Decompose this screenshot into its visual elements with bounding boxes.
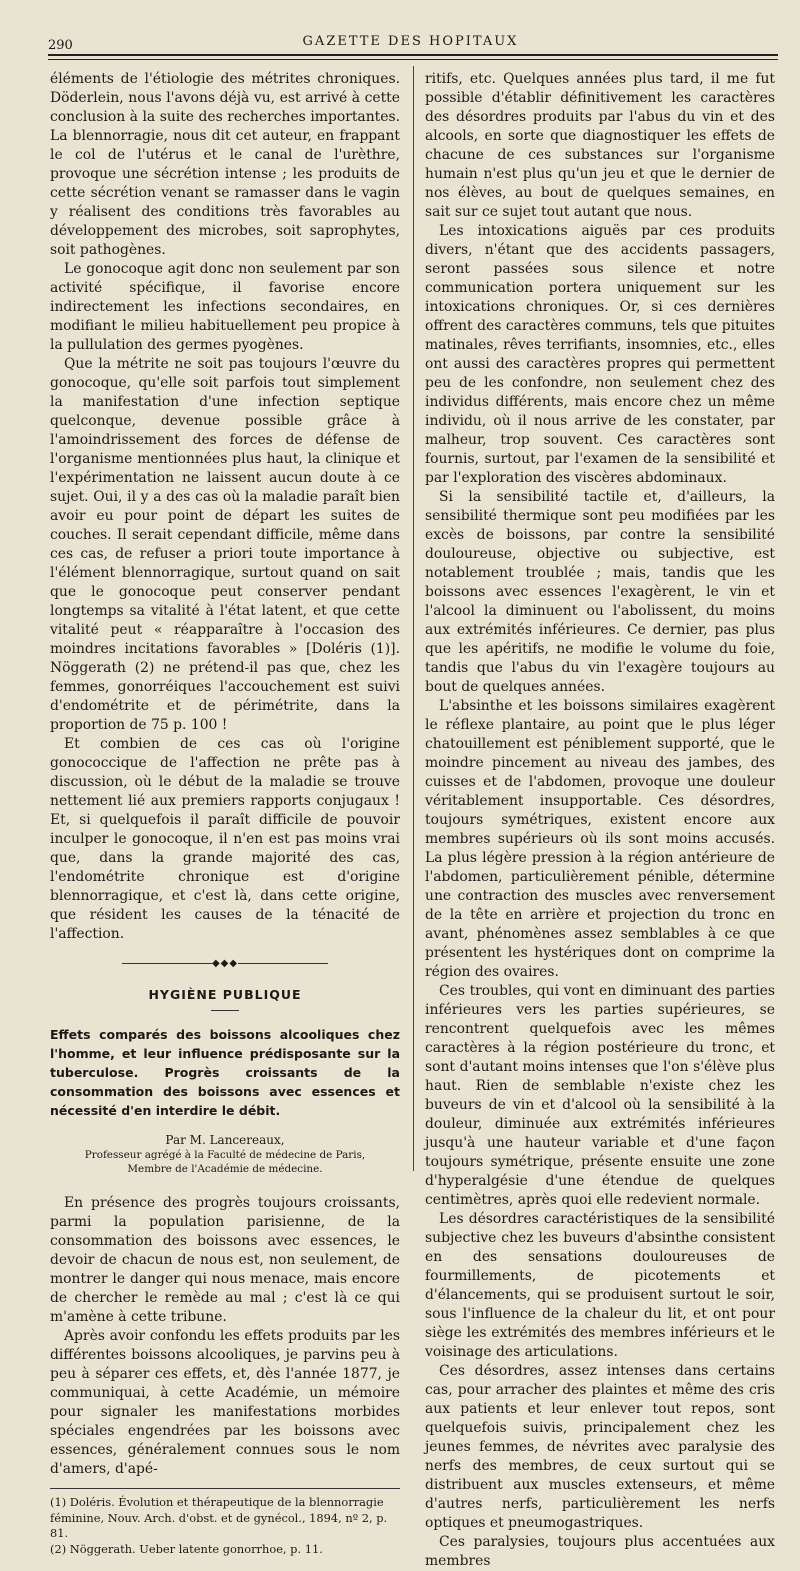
- journal-title: GAZETTE DES HOPITAUX: [302, 34, 519, 49]
- article-title: Effets comparés des boissons alcooliques chez l'homme, et leur influence prédisposante sur la tuberculose. Progrès croissants de la consommation des boissons avec essences et nécessité d'en interdire le débit.: [50, 1027, 400, 1118]
- section-divider: [211, 1010, 239, 1011]
- author-affiliation: [50, 1148, 400, 1176]
- paragraph: Ces désordres, assez intenses dans certains cas, pour arracher des plaintes et même des cris aux patients et leur enlever tout repos, sont quelquefois suivis, principalement chez les jeunes femmes, de névrites avec paralysie des nerfs des membres, de ceux surtout qui se distribuent aux muscles extenseurs, et même d'autres nerfs, particulièrement les nerfs optiques et pneumogastriques.: [425, 1363, 775, 1531]
- paragraph: Ces troubles, qui vont en diminuant des parties inférieures vers les parties supérieures, se rencontrent quelquefois avec les mêmes caractères à la région postérieure du tronc, et sont d'autant moins intenses que l'on s'élève plus haut. Rien de semblable n'existe chez les buveurs de vin et d'alcool où la sensibilité à la douleur, diminuée aux extrémités inférieures jusqu'à une hauteur variable et d'une façon toujours symétrique, présente ensuite une zone d'hyperalgésie d'une étendue de quelques centimètres, après quoi elle redevient normale.: [425, 983, 775, 1208]
- section-ornament: ◆◆◆: [50, 954, 400, 973]
- article-author: Par M. Lancereaux,: [165, 1133, 285, 1147]
- column-divider: [413, 66, 414, 1171]
- paragraph: Les intoxications aiguës par ces produits divers, n'étant que des accidents passagers, seront passées sous silence et notre communication portera uniquement sur les intoxications chroniques. Or, si ces dernières offrent des caractères communs, tels que pituites matinales, rêves terrifiants, insomnies, etc., elles ont aussi des caractères propres qui permettent peu de les confondre, non seulement chez des individus différents, mais encore chez un même individu, où il nous arrive de les constater, par malheur, trop souvent. Ces caractères sont fournis, surtout, par l'examen de la sensibilité et par l'exploration des viscères abdominaux.: [425, 223, 775, 486]
- footnote: (2) Nöggerath. Ueber latente gonorrhoe, p. 11.: [50, 1541, 323, 1556]
- paragraph: Et combien de ces cas où l'origine gonococcique de l'affection ne prête pas à discussion, où le début de la maladie se trouve nettement lié aux premiers rapports conjugaux ! Et, si quelquefois il paraît difficile de pouvoir inculper le gonocoque, il n'en est pas moins vrai que, dans la grande majorité des cas, l'endométrite chronique est d'origine blennorragique, et c'est là, dans cette origine, que résident les causes de la ténacité de l'affection.: [50, 736, 400, 942]
- affiliation-line: Membre de l'Académie de médecine.: [127, 1163, 323, 1175]
- paragraph: Le gonocoque agit donc non seulement par son activité spécifique, il favorise encore indirectement les infections secondaires, en modifiant le milieu habituellement peu propice à la pullulation des germes pyogènes.: [50, 261, 400, 353]
- page-header: [48, 30, 773, 52]
- header-rule-thick: [48, 54, 778, 56]
- section-title: HYGIÈNE PUBLIQUE: [148, 987, 302, 1002]
- affiliation-line: Professeur agrégé à la Faculté de médecine de Paris,: [84, 1149, 366, 1161]
- paragraph: ritifs, etc. Quelques années plus tard, il me fut possible d'établir définitivement les caractères des désordres produits par l'abus du vin et des alcools, en sorte que diagnostiquer les effets de chacune de ces substances sur l'organisme humain n'est plus qu'un jeu et que le dernier de nos élèves, au bout de quelques semaines, en sait sur ce sujet tout autant que nous.: [425, 71, 775, 220]
- paragraph: Après avoir confondu les effets produits par les différentes boissons alcooliques, je parvins peu à peu à séparer ces effets, et, dès l'année 1877, je communiquai, à cette Académie, un mémoire pour signaler les manifestations morbides spéciales engendrées par les boissons avec essences, généralement connues sous le nom d'amers, d'apé-: [50, 1328, 400, 1477]
- paragraph: Si la sensibilité tactile et, d'ailleurs, la sensibilité thermique sont peu modifiées par les excès de boissons, par contre la sensibilité douloureuse, objective ou subjective, est notablement troublée ; mais, tandis que les boissons avec essences l'exagèrent, le vin et l'alcool la diminuent ou l'abolissent, du moins aux extrémités inférieures. Ce dernier, pas plus que les apéritifs, ne modifie le volume du foie, tandis que l'abus du vin l'exagère toujours au bout de quelques années.: [425, 489, 775, 695]
- footnote-rule: [50, 1488, 400, 1489]
- paragraph: En présence des progrès toujours croissants, parmi la population parisienne, de la consommation des boissons avec essences, le devoir de chacun de nous est, non seulement, de montrer le danger qui nous menace, mais encore de chercher le remède au mal ; c'est là ce qui m'amène à cette tribune.: [50, 1195, 400, 1325]
- header-rule-thin: [48, 59, 778, 60]
- page-number: 290: [48, 38, 73, 53]
- paragraph: Ces paralysies, toujours plus accentuées aux membres: [425, 1534, 775, 1569]
- paragraph: Les désordres caractéristiques de la sensibilité subjective chez les buveurs d'absinthe consistent en des sensations douloureuses de fourmillements, de picotements et d'élancements, qui se produisent surtout le soir, sous l'influence de la chaleur du lit, et ont pour siège les extrémités des membres inférieurs et le voisinage des articulations.: [425, 1211, 775, 1360]
- paragraph: Que la métrite ne soit pas toujours l'œuvre du gonocoque, qu'elle soit parfois tout simplement la manifestation d'une infection septique quelconque, devenue possible grâce à l'amoindrissement des forces de défense de l'organisme mentionnées plus haut, la clinique et l'expérimentation ne laissent aucun doute à ce sujet. Oui, il y a des cas où la maladie paraît bien avoir eu pour point de départ les suites de couches. Il serait cependant difficile, même dans ces cas, de refuser a priori toute importance à l'élément blennorragique, surtout quand on sait que le gonocoque peut conserver pendant longtemps sa vitalité à l'état latent, et que cette vitalité peut « réapparaître à l'occasion des moindres incitations favorables » [Doléris (1)]. Nöggerath (2) ne prétend-il pas que, chez les femmes, gonorréiques l'accouchement est suivi d'endométrite et de périmétrite, dans la proportion de 75 p. 100 !: [50, 356, 400, 733]
- paragraph: éléments de l'étiologie des métrites chroniques. Döderlein, nous l'avons déjà vu, est arrivé à cette conclusion à la suite des recherches importantes. La blennorragie, nous dit cet auteur, en frappant le col de l'utérus et le canal de l'urèthre, provoque une sécrétion intense ; les produits de cette sécrétion venant se ramasser dans le vagin y réalisent des conditions très favorables au développement des microbes, soit saprophytes, soit pathogènes.: [50, 71, 400, 258]
- footnote: (1) Doléris. Évolution et thérapeutique de la blennorragie féminine, Nouv. Arch. d'obst. et de gynécol., 1894, nº 2, p. 81.: [50, 1495, 388, 1540]
- left-column: [50, 70, 400, 1557]
- right-column: [425, 70, 775, 1571]
- paragraph: L'absinthe et les boissons similaires exagèrent le réflexe plantaire, au point que le plus léger chatouillement est péniblement supporté, que le moindre pincement au niveau des jambes, des cuisses et de l'abdomen, provoque une douleur véritablement insupportable. Ces désordres, toujours symétriques, existent encore aux membres supérieurs où ils sont moins accusés. La plus légère pression à la région antérieure de l'abdomen, particulièrement pénible, détermine une contraction des muscles avec renversement de la tête en arrière et projection du tronc en avant, phénomènes assez semblables à ce que présentent les hystériques dont on comprime la région des ovaires.: [425, 698, 775, 980]
